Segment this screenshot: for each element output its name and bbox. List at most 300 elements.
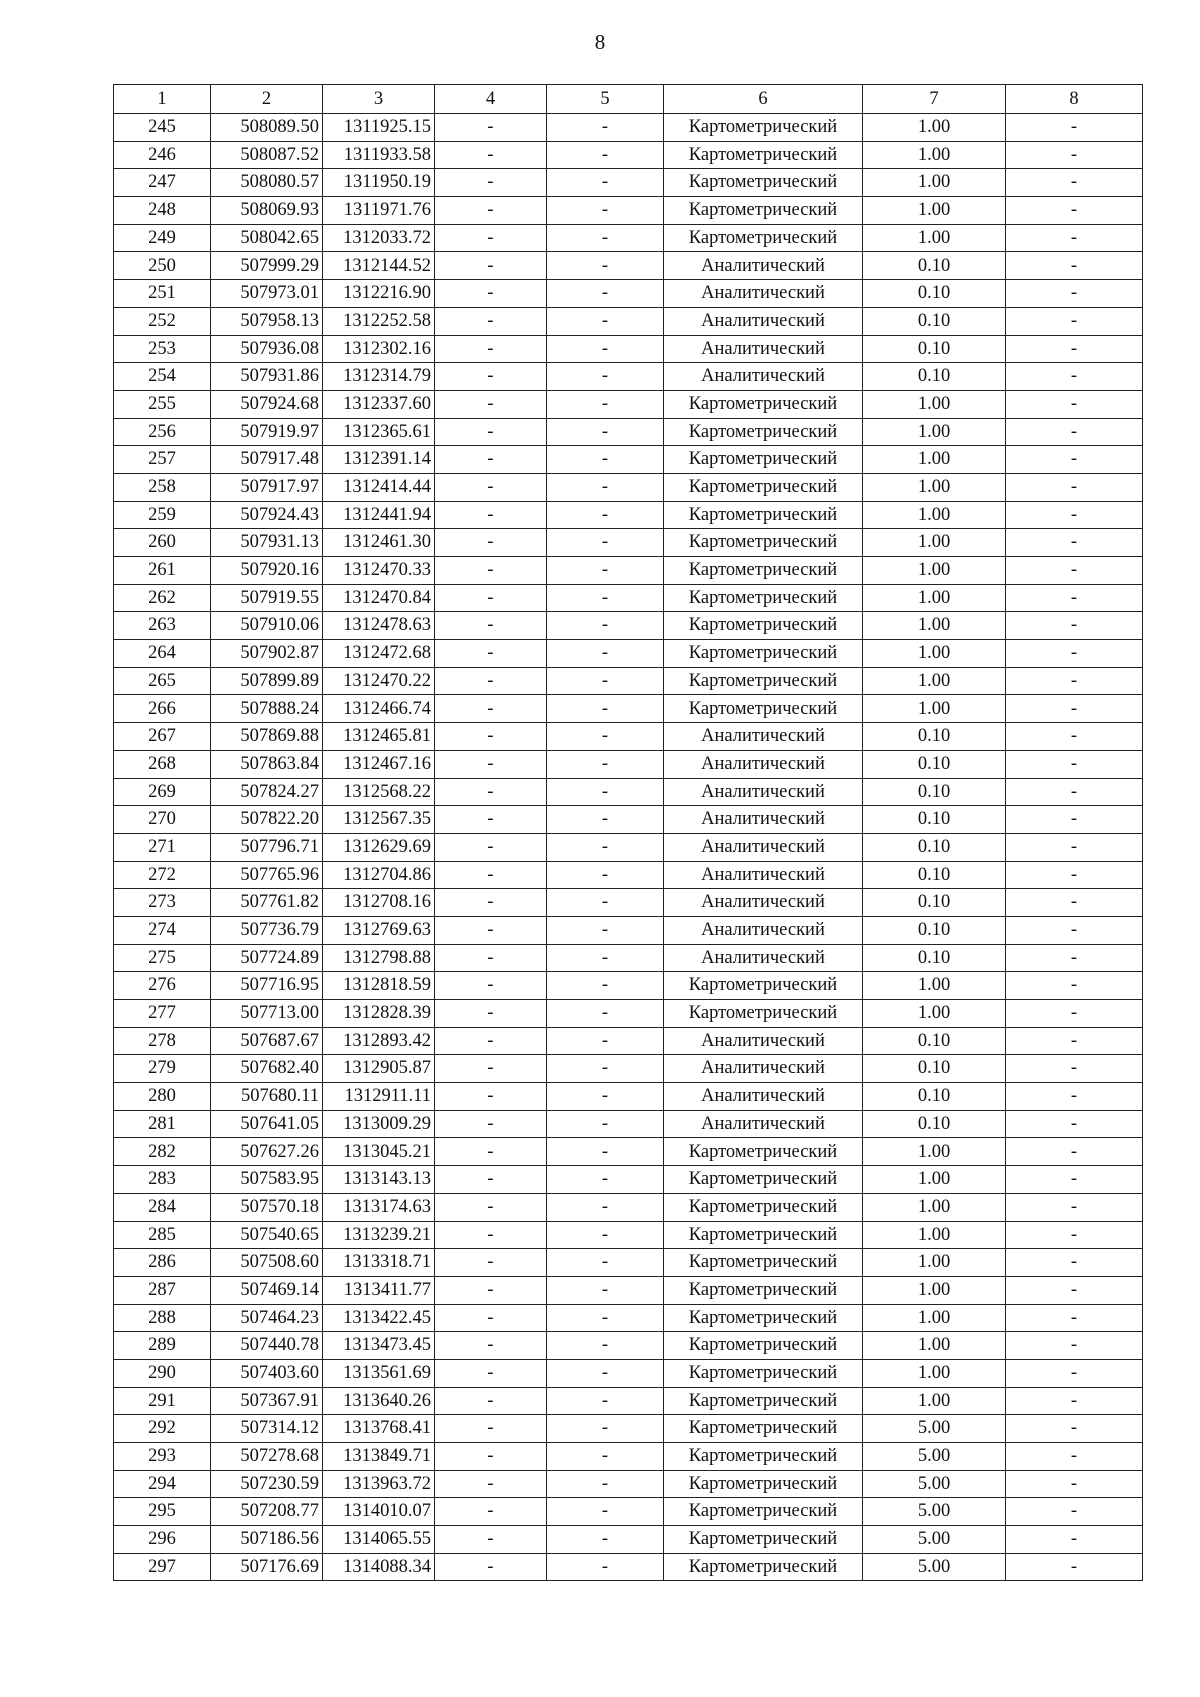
table-header-row [114,85,1143,114]
col4-cell: - [435,778,547,806]
method-cell: Картометрический [664,1470,863,1498]
method-cell: Аналитический [664,307,863,335]
y-coordinate-cell: 1313473.45 [323,1332,435,1360]
accuracy-cell: 1.00 [863,1000,1006,1028]
point-number-cell: 252 [114,307,211,335]
table-row [114,1249,1143,1277]
table-row [114,806,1143,834]
col4-cell: - [435,1526,547,1554]
accuracy-cell: 1.00 [863,390,1006,418]
accuracy-cell: 0.10 [863,889,1006,917]
point-number-cell: 248 [114,197,211,225]
y-coordinate-cell: 1314065.55 [323,1526,435,1554]
table-row [114,473,1143,501]
col5-cell: - [547,695,664,723]
table-row [114,723,1143,751]
table-row [114,1276,1143,1304]
table-row [114,335,1143,363]
col4-cell: - [435,972,547,1000]
col5-cell: - [547,390,664,418]
method-cell: Картометрический [664,114,863,142]
col8-cell: - [1006,363,1143,391]
x-coordinate-cell: 507570.18 [211,1193,323,1221]
method-cell: Аналитический [664,889,863,917]
col4-cell: - [435,363,547,391]
y-coordinate-cell: 1312216.90 [323,280,435,308]
y-coordinate-cell: 1312629.69 [323,833,435,861]
col4-cell: - [435,1276,547,1304]
col4-cell: - [435,1110,547,1138]
x-coordinate-cell: 508087.52 [211,141,323,169]
col8-cell: - [1006,224,1143,252]
table-row [114,612,1143,640]
y-coordinate-cell: 1313768.41 [323,1415,435,1443]
x-coordinate-cell: 507761.82 [211,889,323,917]
y-coordinate-cell: 1312472.68 [323,640,435,668]
y-coordinate-cell: 1312365.61 [323,418,435,446]
point-number-cell: 267 [114,723,211,751]
method-cell: Картометрический [664,1387,863,1415]
method-cell: Аналитический [664,750,863,778]
method-cell: Картометрический [664,1304,863,1332]
accuracy-cell: 0.10 [863,750,1006,778]
col4-cell: - [435,307,547,335]
x-coordinate-cell: 507540.65 [211,1221,323,1249]
col4-cell: - [435,197,547,225]
table-row [114,390,1143,418]
x-coordinate-cell: 507999.29 [211,252,323,280]
method-cell: Картометрический [664,390,863,418]
page-number: 8 [594,30,606,54]
col8-cell: - [1006,723,1143,751]
y-coordinate-cell: 1314088.34 [323,1553,435,1581]
method-cell: Картометрический [664,1193,863,1221]
accuracy-cell: 1.00 [863,501,1006,529]
col8-cell: - [1006,833,1143,861]
point-number-cell: 253 [114,335,211,363]
accuracy-cell: 5.00 [863,1415,1006,1443]
x-coordinate-cell: 507724.89 [211,944,323,972]
y-coordinate-cell: 1312391.14 [323,446,435,474]
y-coordinate-cell: 1312314.79 [323,363,435,391]
x-coordinate-cell: 507687.67 [211,1027,323,1055]
col8-cell: - [1006,1359,1143,1387]
col4-cell: - [435,557,547,585]
point-number-cell: 260 [114,529,211,557]
table-row [114,418,1143,446]
accuracy-cell: 0.10 [863,806,1006,834]
point-number-cell: 297 [114,1553,211,1581]
col5-cell: - [547,141,664,169]
point-number-cell: 278 [114,1027,211,1055]
table-row [114,224,1143,252]
col4-cell: - [435,224,547,252]
x-coordinate-cell: 507924.43 [211,501,323,529]
table-row [114,1027,1143,1055]
method-cell: Картометрический [664,612,863,640]
x-coordinate-cell: 507314.12 [211,1415,323,1443]
x-coordinate-cell: 507736.79 [211,916,323,944]
x-coordinate-cell: 507440.78 [211,1332,323,1360]
method-cell: Картометрический [664,584,863,612]
table-row [114,1387,1143,1415]
accuracy-cell: 5.00 [863,1553,1006,1581]
method-cell: Картометрический [664,501,863,529]
col8-cell: - [1006,1193,1143,1221]
header-cell: 3 [323,85,435,114]
col5-cell: - [547,806,664,834]
y-coordinate-cell: 1312337.60 [323,390,435,418]
point-number-cell: 263 [114,612,211,640]
y-coordinate-cell: 1311950.19 [323,169,435,197]
col4-cell: - [435,1470,547,1498]
y-coordinate-cell: 1311925.15 [323,114,435,142]
point-number-cell: 266 [114,695,211,723]
accuracy-cell: 5.00 [863,1470,1006,1498]
point-number-cell: 251 [114,280,211,308]
y-coordinate-cell: 1312465.81 [323,723,435,751]
method-cell: Аналитический [664,1083,863,1111]
accuracy-cell: 1.00 [863,667,1006,695]
y-coordinate-cell: 1314010.07 [323,1498,435,1526]
col8-cell: - [1006,695,1143,723]
col8-cell: - [1006,114,1143,142]
y-coordinate-cell: 1312798.88 [323,944,435,972]
col4-cell: - [435,1304,547,1332]
table-row [114,1166,1143,1194]
method-cell: Аналитический [664,806,863,834]
col5-cell: - [547,1027,664,1055]
col8-cell: - [1006,1498,1143,1526]
table-row [114,1138,1143,1166]
accuracy-cell: 1.00 [863,1387,1006,1415]
col4-cell: - [435,280,547,308]
accuracy-cell: 1.00 [863,114,1006,142]
x-coordinate-cell: 507899.89 [211,667,323,695]
col5-cell: - [547,307,664,335]
accuracy-cell: 0.10 [863,335,1006,363]
point-number-cell: 280 [114,1083,211,1111]
x-coordinate-cell: 507936.08 [211,335,323,363]
table-row [114,1332,1143,1360]
y-coordinate-cell: 1312828.39 [323,1000,435,1028]
col4-cell: - [435,916,547,944]
accuracy-cell: 1.00 [863,224,1006,252]
col8-cell: - [1006,446,1143,474]
col4-cell: - [435,1221,547,1249]
table-row [114,446,1143,474]
accuracy-cell: 0.10 [863,1055,1006,1083]
table-row [114,1083,1143,1111]
accuracy-cell: 1.00 [863,972,1006,1000]
method-cell: Картометрический [664,1000,863,1028]
col4-cell: - [435,446,547,474]
point-number-cell: 272 [114,861,211,889]
x-coordinate-cell: 507796.71 [211,833,323,861]
table-row [114,1193,1143,1221]
x-coordinate-cell: 507186.56 [211,1526,323,1554]
x-coordinate-cell: 507367.91 [211,1387,323,1415]
col8-cell: - [1006,1526,1143,1554]
y-coordinate-cell: 1313963.72 [323,1470,435,1498]
col8-cell: - [1006,473,1143,501]
accuracy-cell: 0.10 [863,944,1006,972]
accuracy-cell: 1.00 [863,418,1006,446]
method-cell: Аналитический [664,280,863,308]
col8-cell: - [1006,501,1143,529]
accuracy-cell: 5.00 [863,1498,1006,1526]
y-coordinate-cell: 1312568.22 [323,778,435,806]
x-coordinate-cell: 507822.20 [211,806,323,834]
y-coordinate-cell: 1312466.74 [323,695,435,723]
accuracy-cell: 1.00 [863,612,1006,640]
method-cell: Аналитический [664,833,863,861]
y-coordinate-cell: 1312302.16 [323,335,435,363]
accuracy-cell: 0.10 [863,916,1006,944]
point-number-cell: 262 [114,584,211,612]
col5-cell: - [547,169,664,197]
table-row [114,861,1143,889]
col5-cell: - [547,723,664,751]
accuracy-cell: 1.00 [863,529,1006,557]
y-coordinate-cell: 1312567.35 [323,806,435,834]
col4-cell: - [435,529,547,557]
x-coordinate-cell: 507863.84 [211,750,323,778]
method-cell: Аналитический [664,723,863,751]
y-coordinate-cell: 1313849.71 [323,1443,435,1471]
point-number-cell: 285 [114,1221,211,1249]
table-row [114,1553,1143,1581]
col8-cell: - [1006,557,1143,585]
point-number-cell: 286 [114,1249,211,1277]
table-row [114,280,1143,308]
table-row [114,584,1143,612]
x-coordinate-cell: 507920.16 [211,557,323,585]
y-coordinate-cell: 1312144.52 [323,252,435,280]
x-coordinate-cell: 507464.23 [211,1304,323,1332]
col5-cell: - [547,972,664,1000]
x-coordinate-cell: 507403.60 [211,1359,323,1387]
col8-cell: - [1006,335,1143,363]
method-cell: Аналитический [664,363,863,391]
table-row [114,972,1143,1000]
table-row [114,1498,1143,1526]
accuracy-cell: 0.10 [863,1027,1006,1055]
col5-cell: - [547,889,664,917]
table-row [114,1000,1143,1028]
col5-cell: - [547,363,664,391]
point-number-cell: 291 [114,1387,211,1415]
col4-cell: - [435,584,547,612]
x-coordinate-cell: 507508.60 [211,1249,323,1277]
col5-cell: - [547,1193,664,1221]
method-cell: Картометрический [664,141,863,169]
method-cell: Картометрический [664,557,863,585]
point-number-cell: 247 [114,169,211,197]
col4-cell: - [435,1166,547,1194]
col5-cell: - [547,1249,664,1277]
x-coordinate-cell: 508069.93 [211,197,323,225]
point-number-cell: 259 [114,501,211,529]
method-cell: Картометрический [664,695,863,723]
col5-cell: - [547,1276,664,1304]
col8-cell: - [1006,1249,1143,1277]
col4-cell: - [435,1359,547,1387]
col5-cell: - [547,750,664,778]
col5-cell: - [547,1470,664,1498]
col8-cell: - [1006,972,1143,1000]
point-number-cell: 254 [114,363,211,391]
method-cell: Аналитический [664,944,863,972]
col4-cell: - [435,1027,547,1055]
col8-cell: - [1006,1553,1143,1581]
col8-cell: - [1006,418,1143,446]
col5-cell: - [547,667,664,695]
accuracy-cell: 1.00 [863,1276,1006,1304]
col5-cell: - [547,1443,664,1471]
y-coordinate-cell: 1312818.59 [323,972,435,1000]
col4-cell: - [435,501,547,529]
col4-cell: - [435,723,547,751]
method-cell: Картометрический [664,1359,863,1387]
method-cell: Картометрический [664,224,863,252]
accuracy-cell: 1.00 [863,1332,1006,1360]
table-row [114,1526,1143,1554]
method-cell: Картометрический [664,1221,863,1249]
col5-cell: - [547,861,664,889]
method-cell: Картометрический [664,1332,863,1360]
table-row [114,1470,1143,1498]
col4-cell: - [435,695,547,723]
y-coordinate-cell: 1312414.44 [323,473,435,501]
method-cell: Картометрический [664,169,863,197]
point-number-cell: 250 [114,252,211,280]
table-row [114,1359,1143,1387]
accuracy-cell: 0.10 [863,1083,1006,1111]
table-row [114,889,1143,917]
col4-cell: - [435,1083,547,1111]
accuracy-cell: 1.00 [863,1304,1006,1332]
y-coordinate-cell: 1313009.29 [323,1110,435,1138]
table-row [114,640,1143,668]
table-row [114,529,1143,557]
x-coordinate-cell: 507583.95 [211,1166,323,1194]
col4-cell: - [435,861,547,889]
y-coordinate-cell: 1311933.58 [323,141,435,169]
point-number-cell: 257 [114,446,211,474]
point-number-cell: 249 [114,224,211,252]
col5-cell: - [547,446,664,474]
table-body [114,85,1143,1581]
y-coordinate-cell: 1312252.58 [323,307,435,335]
method-cell: Аналитический [664,778,863,806]
table-row [114,557,1143,585]
x-coordinate-cell: 507902.87 [211,640,323,668]
col8-cell: - [1006,1055,1143,1083]
point-number-cell: 271 [114,833,211,861]
x-coordinate-cell: 507917.48 [211,446,323,474]
col4-cell: - [435,335,547,363]
accuracy-cell: 1.00 [863,1193,1006,1221]
col8-cell: - [1006,1470,1143,1498]
accuracy-cell: 0.10 [863,723,1006,751]
x-coordinate-cell: 507931.86 [211,363,323,391]
col5-cell: - [547,501,664,529]
table-row [114,252,1143,280]
col8-cell: - [1006,390,1143,418]
point-number-cell: 269 [114,778,211,806]
header-cell: 7 [863,85,1006,114]
table-row [114,778,1143,806]
col5-cell: - [547,1083,664,1111]
col5-cell: - [547,1498,664,1526]
x-coordinate-cell: 507680.11 [211,1083,323,1111]
col5-cell: - [547,1166,664,1194]
x-coordinate-cell: 507230.59 [211,1470,323,1498]
table-row [114,197,1143,225]
x-coordinate-cell: 507176.69 [211,1553,323,1581]
method-cell: Картометрический [664,1498,863,1526]
accuracy-cell: 0.10 [863,363,1006,391]
col5-cell: - [547,224,664,252]
table-row [114,1055,1143,1083]
point-number-cell: 292 [114,1415,211,1443]
point-number-cell: 264 [114,640,211,668]
accuracy-cell: 1.00 [863,446,1006,474]
col5-cell: - [547,280,664,308]
col5-cell: - [547,778,664,806]
col5-cell: - [547,1000,664,1028]
x-coordinate-cell: 507824.27 [211,778,323,806]
accuracy-cell: 1.00 [863,169,1006,197]
accuracy-cell: 1.00 [863,695,1006,723]
col8-cell: - [1006,1276,1143,1304]
col4-cell: - [435,1000,547,1028]
col8-cell: - [1006,1166,1143,1194]
point-number-cell: 279 [114,1055,211,1083]
col4-cell: - [435,1553,547,1581]
x-coordinate-cell: 507469.14 [211,1276,323,1304]
col4-cell: - [435,473,547,501]
col8-cell: - [1006,778,1143,806]
point-number-cell: 261 [114,557,211,585]
y-coordinate-cell: 1312470.33 [323,557,435,585]
point-number-cell: 246 [114,141,211,169]
x-coordinate-cell: 507713.00 [211,1000,323,1028]
table-row [114,916,1143,944]
y-coordinate-cell: 1312033.72 [323,224,435,252]
point-number-cell: 274 [114,916,211,944]
col5-cell: - [547,1415,664,1443]
y-coordinate-cell: 1312911.11 [323,1083,435,1111]
x-coordinate-cell: 507973.01 [211,280,323,308]
col5-cell: - [547,1110,664,1138]
accuracy-cell: 0.10 [863,280,1006,308]
y-coordinate-cell: 1313143.13 [323,1166,435,1194]
point-number-cell: 270 [114,806,211,834]
col8-cell: - [1006,1083,1143,1111]
table-row [114,1304,1143,1332]
col8-cell: - [1006,916,1143,944]
table-row [114,1443,1143,1471]
header-cell: 5 [547,85,664,114]
accuracy-cell: 0.10 [863,861,1006,889]
x-coordinate-cell: 507641.05 [211,1110,323,1138]
table-row [114,363,1143,391]
x-coordinate-cell: 507924.68 [211,390,323,418]
y-coordinate-cell: 1312893.42 [323,1027,435,1055]
x-coordinate-cell: 507278.68 [211,1443,323,1471]
